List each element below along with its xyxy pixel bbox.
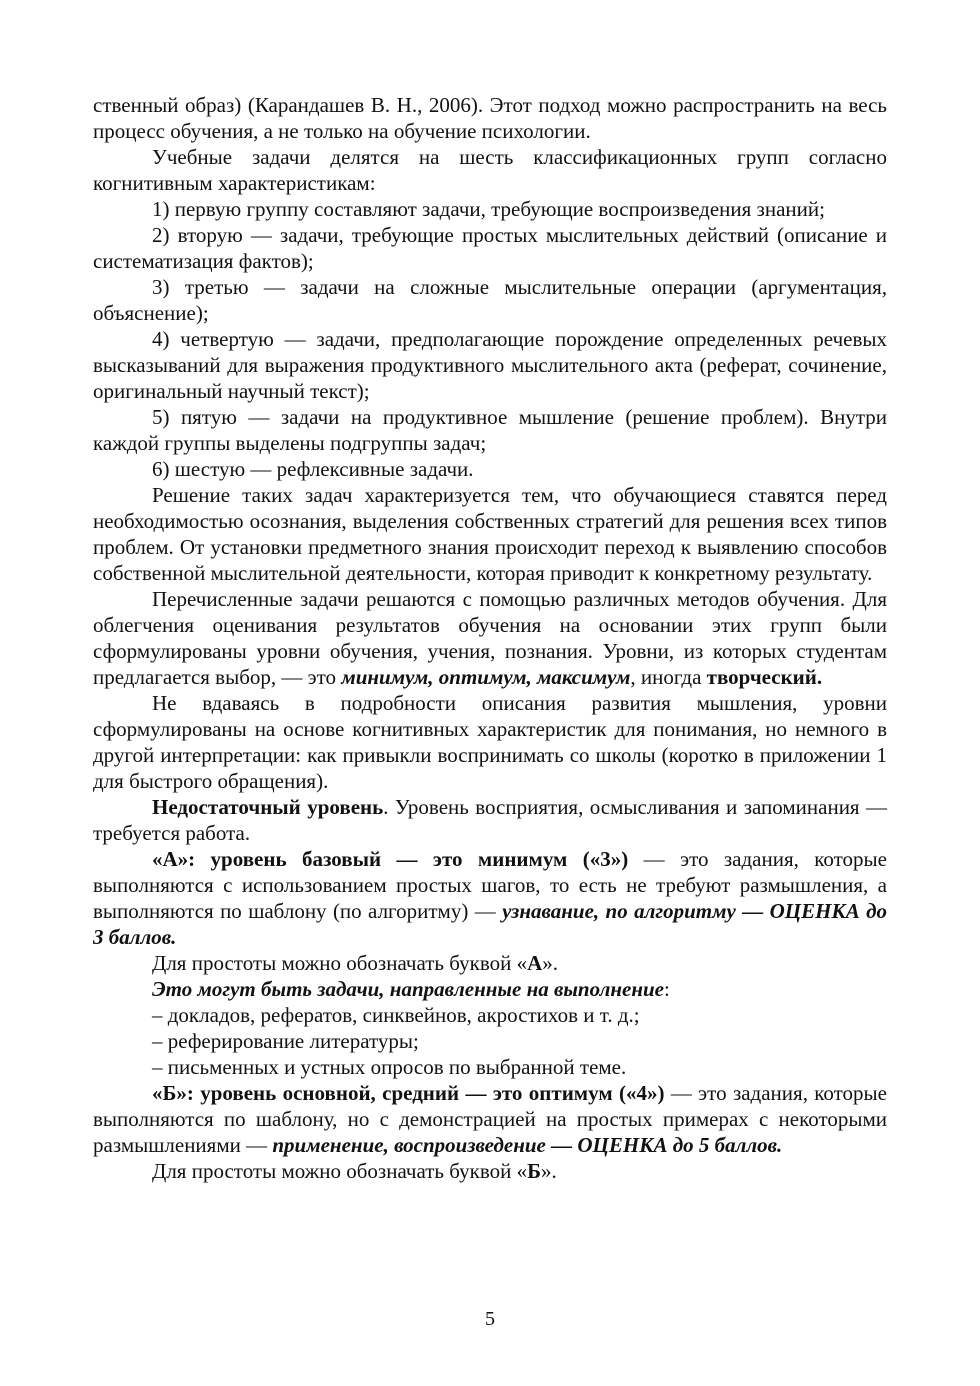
paragraph-solution: Решение таких задач характеризуется тем, что обучающиеся ставятся перед необходимостью осознания, выделения собственных стратегий для решения всех типов проблем. От установки предметного знания происходит переход к выявлению способов собственной мыслительной деятельности, которая приводит к конкретному результату. bbox=[93, 483, 887, 585]
paragraph-level-a: «А»: уровень базовый — это минимум («3») — это задания, которые выполняются с использованием простых шагов, то есть не требуют размышления, а выполняются по шаблону (по алгоритму) — узнавание, по алгоритму — ОЦЕНКА до 3 баллов. bbox=[93, 847, 888, 949]
list-item-2: 2) вторую — задачи, требующие простых мыслительных действий (описание и систематизация фактов); bbox=[93, 223, 887, 273]
dash-item-1: – докладов, рефератов, синквейнов, акростихов и т. д.; bbox=[152, 1003, 640, 1027]
list-item-3: 3) третью — задачи на сложные мыслительные операции (аргументация, объяснение); bbox=[93, 275, 887, 325]
insufficient-level-term: Недостаточный уровень bbox=[152, 795, 384, 819]
dash-item-2: – реферирование литературы; bbox=[152, 1029, 419, 1053]
list-item-4: 4) четвертую — задачи, предполагающие порождение определенных речевых высказываний для выражения продуктивного мыслительного акта (реферат, сочинение, оригинальный научный текст); bbox=[93, 327, 887, 403]
paragraph-tasks-aimed: Это могут быть задачи, направленные на выполнение: bbox=[152, 977, 670, 1001]
list-item-6: 6) шестую — рефлексивные задачи. bbox=[152, 457, 474, 481]
level-b-heading: «Б»: уровень основной, средний — это оптимум («4») bbox=[152, 1081, 665, 1105]
list-item-1: 1) первую группу составляют задачи, требующие воспроизведения знаний; bbox=[152, 197, 825, 221]
paragraph-letter-b: Для простоты можно обозначать буквой «Б». bbox=[152, 1159, 557, 1183]
paragraph-tasks-intro: Учебные задачи делятся на шесть классификационных групп согласно когнитивным характеристикам: bbox=[93, 145, 887, 195]
page-body bbox=[93, 92, 887, 1184]
paragraph-levels: Перечисленные задачи решаются с помощью различных методов обучения. Для облегчения оценивания результатов обучения на основании этих групп были сформулированы уровни обучения, учения, познания. Уровни, из которых студентам предлагается выбор, — это минимум, оптимум, максимум, иногда творческий. bbox=[93, 587, 887, 689]
paragraph-continuation: ственный образ) (Карандашев В. Н., 2006). Этот подход можно распространить на весь процесс обучения, а не только на обучение психологии. bbox=[93, 93, 887, 143]
dash-item-3: – письменных и устных опросов по выбранной теме. bbox=[152, 1055, 627, 1079]
levels-emphasis: минимум, оптимум, максимум bbox=[341, 665, 631, 689]
paragraph-insufficient-level: Недостаточный уровень. Уровень восприятия, осмысливания и запоминания — требуется работа. bbox=[93, 795, 888, 845]
page-number: 5 bbox=[485, 1308, 495, 1330]
level-b-grade: применение, воспроизведение — ОЦЕНКА до 5 баллов. bbox=[272, 1133, 783, 1157]
level-a-grade: узнавание, по алгоритму — ОЦЕНКА до 3 баллов. bbox=[93, 899, 888, 949]
paragraph-thinking: Не вдаваясь в подробности описания развития мышления, уровни сформулированы на основе когнитивных характеристик для понимания, но немного в другой интерпретации: как привыкли воспринимать со школы (коротко в приложении 1 для быстрого обращения). bbox=[93, 691, 887, 793]
level-creative: творческий. bbox=[706, 665, 823, 689]
paragraph-letter-a: Для простоты можно обозначать буквой «А». bbox=[152, 951, 559, 975]
list-item-5: 5) пятую — задачи на продуктивное мышление (решение проблем). Внутри каждой группы выделены подгруппы задач; bbox=[93, 405, 887, 455]
paragraph-level-b: «Б»: уровень основной, средний — это оптимум («4») — это задания, которые выполняются по шаблону, но с демонстрацией на простых примерах с некоторыми размышлениями — применение, воспроизведение — ОЦЕНКА до 5 баллов. bbox=[93, 1081, 887, 1157]
level-a-heading: «А»: уровень базовый — это минимум («3») bbox=[152, 847, 629, 871]
